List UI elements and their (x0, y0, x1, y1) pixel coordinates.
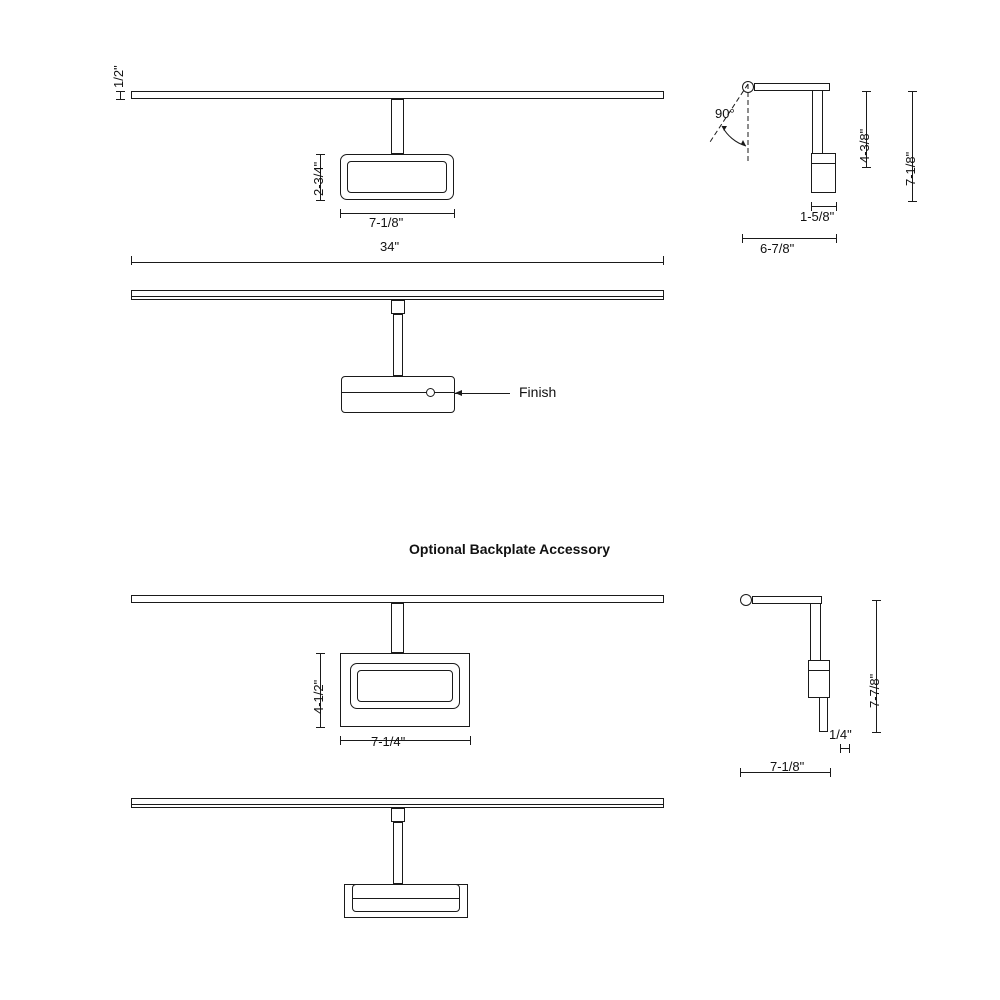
dim-backplate-thickness-tick-left (840, 744, 841, 753)
stem-plan (393, 314, 403, 376)
dim-backplate-height-tick-top (316, 653, 325, 654)
light-bar-side-backplate (752, 596, 822, 604)
dim-backplate-width-label: 7-1/4" (371, 734, 406, 749)
arm-side-right-edge (822, 91, 823, 153)
housing-side-backplate (808, 660, 830, 698)
dim-body-height-tick-top (316, 154, 325, 155)
dim-angle-label: 90° (715, 106, 735, 121)
dim-overall-width-line (131, 262, 664, 263)
housing-front-backplate-inner (357, 670, 453, 702)
light-bar-plan (131, 290, 664, 300)
dim-backplate-overall-depth-label: 7-1/8" (770, 759, 805, 774)
dim-arm-height-label: 4-3/8" (857, 128, 872, 163)
dim-side-total-height-tick-top (908, 91, 917, 92)
dim-overall-width-tick-left (131, 256, 132, 265)
dim-overall-width-label: 34" (380, 239, 400, 254)
light-bar-plan-divider (131, 296, 664, 297)
dim-backplate-total-height-label: 7-7/8" (867, 673, 882, 708)
dim-bar-thickness-tick-bottom (116, 99, 125, 100)
dim-backplate-overall-depth-tick-right (830, 768, 831, 777)
dim-arm-height-tick-top (862, 91, 871, 92)
dim-overall-depth-line (742, 238, 836, 239)
dim-arm-height-tick-bottom (862, 167, 871, 168)
dim-bar-thickness-line (120, 91, 121, 99)
dim-body-width-label: 7-1/8" (369, 215, 404, 230)
dim-bar-thickness-label: 1/2" (111, 65, 126, 88)
dim-body-height-tick-bottom (316, 200, 325, 201)
dim-body-depth-line (811, 206, 836, 207)
light-bar-front-backplate (131, 595, 664, 603)
dim-backplate-height-label: 4-1/2" (311, 679, 326, 714)
dim-backplate-overall-depth-tick-left (740, 768, 741, 777)
dim-backplate-width-tick-right (470, 736, 471, 745)
light-bar-front (131, 91, 664, 99)
arm-side-backplate-left-edge (810, 604, 811, 660)
arm-side-backplate-right-edge (820, 604, 821, 660)
light-bar-plan-backplate-divider (131, 804, 664, 805)
housing-side-backplate-divider (808, 670, 830, 671)
dim-overall-width-tick-right (663, 256, 664, 265)
finish-callout-label: Finish (519, 384, 557, 400)
housing-plan (341, 376, 455, 413)
finish-callout-arrow (455, 390, 462, 396)
finish-callout-marker (426, 388, 435, 397)
dim-body-width-line (340, 213, 454, 214)
pivot-knuckle-backplate-icon (740, 594, 752, 606)
dim-backplate-thickness-line (840, 748, 849, 749)
housing-plan-divider (341, 392, 455, 393)
section-title-optional-backplate: Optional Backplate Accessory (409, 541, 611, 557)
housing-front-inner (347, 161, 447, 193)
stem-front (391, 99, 404, 154)
dim-backplate-thickness-label: 1/4" (829, 727, 852, 742)
dim-body-width-tick-left (340, 209, 341, 218)
stem-plan-backplate (393, 822, 403, 884)
housing-plan-backplate-divider (352, 898, 460, 899)
mount-pad-plan-backplate (391, 808, 405, 822)
finish-callout-leader (455, 393, 510, 394)
dim-backplate-total-height-tick-top (872, 600, 881, 601)
dim-overall-depth-tick-left (742, 234, 743, 243)
dim-body-depth-tick-right (836, 202, 837, 211)
dim-side-total-height-label: 7-1/8" (903, 151, 918, 186)
stem-front-backplate (391, 603, 404, 653)
dim-body-depth-label: 1-5/8" (800, 209, 835, 224)
dim-backplate-width-tick-left (340, 736, 341, 745)
dim-overall-depth-tick-right (836, 234, 837, 243)
dim-bar-thickness-tick-top (116, 91, 125, 92)
dim-side-total-height-tick-bottom (908, 201, 917, 202)
mount-pad-plan (391, 300, 405, 314)
dim-backplate-total-height-line (876, 600, 877, 732)
dim-backplate-total-height-tick-bottom (872, 732, 881, 733)
dim-body-height-label: 2-3/4" (311, 161, 326, 196)
dim-backplate-thickness-tick-right (849, 744, 850, 753)
dim-overall-depth-label: 6-7/8" (760, 241, 795, 256)
light-bar-plan-backplate (131, 798, 664, 808)
dim-body-width-tick-right (454, 209, 455, 218)
dim-backplate-height-tick-bottom (316, 727, 325, 728)
